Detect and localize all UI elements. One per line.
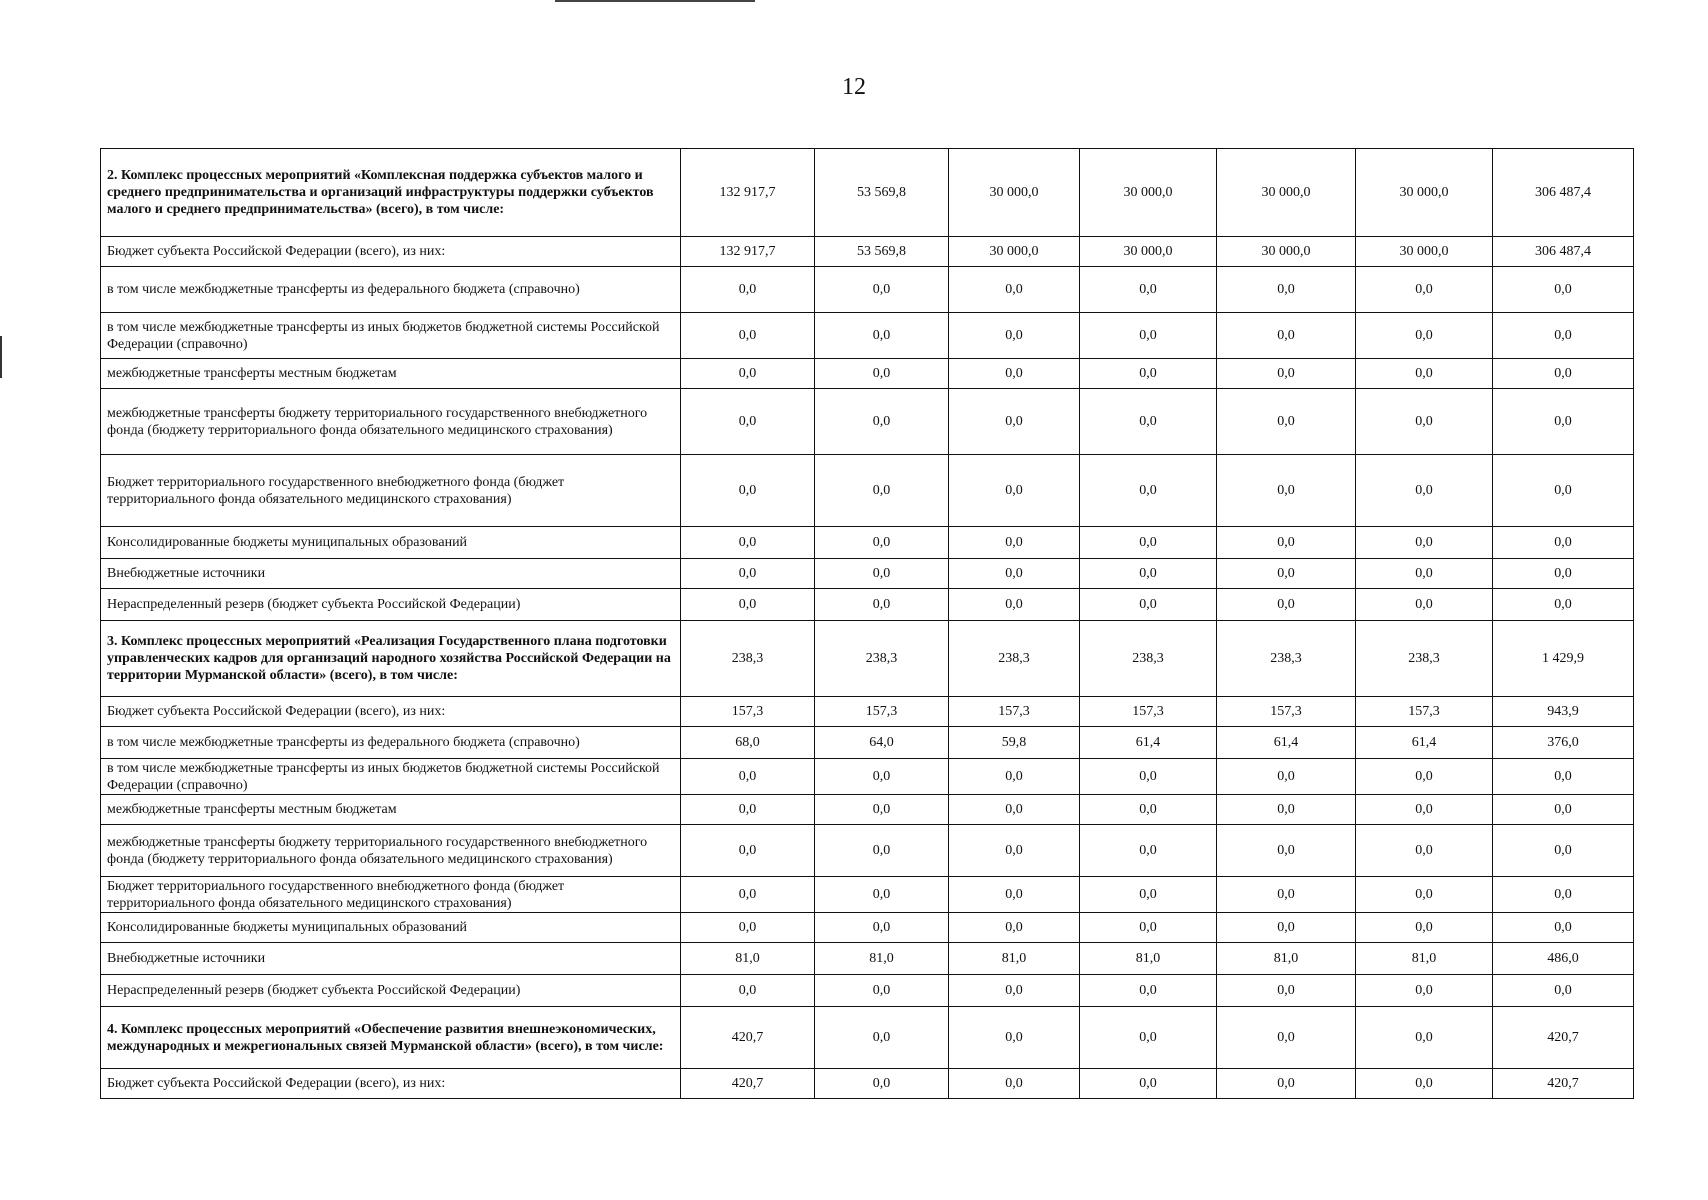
row-year-value: 238,3 [681, 621, 815, 697]
budget-table [100, 148, 1634, 1099]
row-year-value: 0,0 [1356, 825, 1493, 877]
row-year-value: 157,3 [1217, 697, 1356, 727]
row-year-value: 0,0 [1080, 975, 1217, 1007]
row-year-value: 0,0 [1080, 795, 1217, 825]
row-year-value: 0,0 [815, 559, 949, 589]
row-label: межбюджетные трансферты бюджету территориального государственного внебюджетного фонда (бюджету территориального фонда обязательного медицинского страхования) [101, 389, 681, 455]
table-row [101, 759, 1634, 795]
row-year-value: 0,0 [1080, 455, 1217, 527]
row-year-value: 0,0 [1356, 313, 1493, 359]
table-row [101, 913, 1634, 943]
row-total-value: 0,0 [1493, 975, 1634, 1007]
row-year-value: 30 000,0 [1356, 237, 1493, 267]
row-year-value: 0,0 [1080, 559, 1217, 589]
row-year-value: 0,0 [815, 825, 949, 877]
row-year-value: 0,0 [815, 759, 949, 795]
row-year-value: 0,0 [1217, 589, 1356, 621]
row-label: Бюджет субъекта Российской Федерации (всего), из них: [101, 697, 681, 727]
row-year-value: 0,0 [1217, 267, 1356, 313]
row-year-value: 0,0 [1356, 267, 1493, 313]
row-year-value: 0,0 [1080, 527, 1217, 559]
row-label: Бюджет субъекта Российской Федерации (всего), из них: [101, 237, 681, 267]
row-year-value: 0,0 [949, 913, 1080, 943]
row-total-value: 306 487,4 [1493, 149, 1634, 237]
row-label: Внебюджетные источники [101, 559, 681, 589]
row-year-value: 81,0 [1217, 943, 1356, 975]
table-row [101, 697, 1634, 727]
row-year-value: 0,0 [681, 527, 815, 559]
row-total-value: 420,7 [1493, 1007, 1634, 1069]
row-year-value: 420,7 [681, 1069, 815, 1099]
table-row [101, 589, 1634, 621]
row-total-value: 0,0 [1493, 559, 1634, 589]
row-year-value: 0,0 [1356, 913, 1493, 943]
table-row [101, 727, 1634, 759]
row-year-value: 0,0 [949, 389, 1080, 455]
row-label: межбюджетные трансферты бюджету территориального государственного внебюджетного фонда (бюджету территориального фонда обязательного медицинского страхования) [101, 825, 681, 877]
row-year-value: 30 000,0 [949, 149, 1080, 237]
row-year-value: 0,0 [949, 877, 1080, 913]
row-year-value: 238,3 [1356, 621, 1493, 697]
row-year-value: 0,0 [681, 359, 815, 389]
row-year-value: 0,0 [815, 455, 949, 527]
row-year-value: 30 000,0 [1217, 237, 1356, 267]
row-label: Консолидированные бюджеты муниципальных образований [101, 913, 681, 943]
row-year-value: 0,0 [1356, 455, 1493, 527]
row-year-value: 0,0 [1356, 1069, 1493, 1099]
row-year-value: 81,0 [815, 943, 949, 975]
row-year-value: 420,7 [681, 1007, 815, 1069]
row-year-value: 30 000,0 [1217, 149, 1356, 237]
row-total-value: 0,0 [1493, 267, 1634, 313]
row-year-value: 0,0 [681, 825, 815, 877]
row-year-value: 0,0 [1356, 795, 1493, 825]
row-year-value: 0,0 [1217, 759, 1356, 795]
row-year-value: 0,0 [815, 527, 949, 559]
row-label: межбюджетные трансферты местным бюджетам [101, 359, 681, 389]
row-year-value: 132 917,7 [681, 237, 815, 267]
row-year-value: 0,0 [1080, 1007, 1217, 1069]
row-year-value: 0,0 [949, 795, 1080, 825]
row-year-value: 61,4 [1356, 727, 1493, 759]
row-year-value: 0,0 [1080, 267, 1217, 313]
row-year-value: 0,0 [681, 313, 815, 359]
row-year-value: 0,0 [681, 589, 815, 621]
row-total-value: 0,0 [1493, 877, 1634, 913]
row-year-value: 0,0 [1217, 389, 1356, 455]
row-total-value: 0,0 [1493, 389, 1634, 455]
row-year-value: 0,0 [1356, 877, 1493, 913]
table-row [101, 389, 1634, 455]
page-number: 12 [842, 74, 866, 100]
row-year-value: 0,0 [1217, 1007, 1356, 1069]
row-year-value: 0,0 [1356, 389, 1493, 455]
row-label: Бюджет территориального государственного внебюджетного фонда (бюджет территориального фонда обязательного медицинского страхования) [101, 455, 681, 527]
row-year-value: 0,0 [681, 559, 815, 589]
row-year-value: 0,0 [949, 313, 1080, 359]
row-year-value: 0,0 [949, 1007, 1080, 1069]
row-year-value: 0,0 [1217, 359, 1356, 389]
row-year-value: 81,0 [1080, 943, 1217, 975]
row-year-value: 0,0 [681, 759, 815, 795]
section-row [101, 621, 1634, 697]
row-total-value: 0,0 [1493, 913, 1634, 943]
row-year-value: 30 000,0 [1080, 237, 1217, 267]
row-year-value: 238,3 [1217, 621, 1356, 697]
row-year-value: 0,0 [1080, 589, 1217, 621]
row-year-value: 0,0 [1356, 527, 1493, 559]
row-total-value: 0,0 [1493, 455, 1634, 527]
row-year-value: 0,0 [1217, 795, 1356, 825]
section-row [101, 149, 1634, 237]
row-label: в том числе межбюджетные трансферты из федерального бюджета (справочно) [101, 727, 681, 759]
row-year-value: 30 000,0 [1356, 149, 1493, 237]
row-year-value: 0,0 [949, 267, 1080, 313]
row-year-value: 81,0 [1356, 943, 1493, 975]
row-year-value: 0,0 [1217, 877, 1356, 913]
row-year-value: 68,0 [681, 727, 815, 759]
row-year-value: 0,0 [1217, 913, 1356, 943]
row-total-value: 0,0 [1493, 589, 1634, 621]
row-year-value: 0,0 [1217, 527, 1356, 559]
row-total-value: 0,0 [1493, 313, 1634, 359]
row-year-value: 0,0 [815, 267, 949, 313]
row-year-value: 0,0 [815, 795, 949, 825]
row-year-value: 0,0 [949, 559, 1080, 589]
row-year-value: 0,0 [1217, 455, 1356, 527]
row-total-value: 376,0 [1493, 727, 1634, 759]
row-total-value: 1 429,9 [1493, 621, 1634, 697]
row-year-value: 0,0 [1356, 1007, 1493, 1069]
row-year-value: 61,4 [1080, 727, 1217, 759]
row-year-value: 0,0 [1217, 1069, 1356, 1099]
row-year-value: 81,0 [681, 943, 815, 975]
row-year-value: 0,0 [1080, 313, 1217, 359]
row-year-value: 0,0 [1080, 759, 1217, 795]
table-row [101, 527, 1634, 559]
row-year-value: 0,0 [1217, 559, 1356, 589]
row-year-value: 0,0 [1080, 389, 1217, 455]
table-row [101, 975, 1634, 1007]
row-year-value: 0,0 [949, 589, 1080, 621]
table-row [101, 455, 1634, 527]
row-year-value: 0,0 [949, 527, 1080, 559]
row-year-value: 0,0 [1356, 359, 1493, 389]
row-year-value: 238,3 [815, 621, 949, 697]
row-label: Консолидированные бюджеты муниципальных образований [101, 527, 681, 559]
row-year-value: 59,8 [949, 727, 1080, 759]
row-year-value: 0,0 [1356, 589, 1493, 621]
row-year-value: 81,0 [949, 943, 1080, 975]
table-row [101, 825, 1634, 877]
table-row [101, 795, 1634, 825]
row-year-value: 0,0 [949, 1069, 1080, 1099]
row-year-value: 0,0 [1356, 975, 1493, 1007]
row-label: Нераспределенный резерв (бюджет субъекта Российской Федерации) [101, 589, 681, 621]
table-row [101, 1069, 1634, 1099]
scan-margin-mark [0, 336, 2, 378]
row-year-value: 0,0 [949, 975, 1080, 1007]
row-total-value: 486,0 [1493, 943, 1634, 975]
row-label: 3. Комплекс процессных мероприятий «Реализация Государственного плана подготовки управленческих кадров для организаций народного хозяйства Российской Федерации на территории Мурманской области» (всего), в том числе: [101, 621, 681, 697]
row-year-value: 0,0 [1080, 1069, 1217, 1099]
row-year-value: 0,0 [949, 759, 1080, 795]
row-year-value: 0,0 [949, 825, 1080, 877]
row-year-value: 0,0 [815, 359, 949, 389]
row-year-value: 0,0 [1217, 825, 1356, 877]
row-year-value: 238,3 [1080, 621, 1217, 697]
row-year-value: 0,0 [1217, 313, 1356, 359]
row-label: в том числе межбюджетные трансферты из иных бюджетов бюджетной системы Российской Федерации (справочно) [101, 759, 681, 795]
row-label: в том числе межбюджетные трансферты из федерального бюджета (справочно) [101, 267, 681, 313]
row-year-value: 0,0 [681, 267, 815, 313]
budget-table-body [101, 149, 1634, 1099]
row-year-value: 0,0 [1080, 825, 1217, 877]
table-row [101, 359, 1634, 389]
budget-table-container [100, 148, 1634, 1099]
row-year-value: 30 000,0 [1080, 149, 1217, 237]
row-total-value: 0,0 [1493, 759, 1634, 795]
table-row [101, 313, 1634, 359]
row-year-value: 157,3 [1080, 697, 1217, 727]
row-total-value: 943,9 [1493, 697, 1634, 727]
row-label: межбюджетные трансферты местным бюджетам [101, 795, 681, 825]
row-year-value: 0,0 [815, 389, 949, 455]
row-year-value: 64,0 [815, 727, 949, 759]
row-year-value: 157,3 [815, 697, 949, 727]
row-total-value: 0,0 [1493, 527, 1634, 559]
row-total-value: 306 487,4 [1493, 237, 1634, 267]
row-total-value: 0,0 [1493, 795, 1634, 825]
table-row [101, 943, 1634, 975]
row-year-value: 0,0 [681, 877, 815, 913]
row-total-value: 0,0 [1493, 825, 1634, 877]
row-year-value: 0,0 [1080, 913, 1217, 943]
row-year-value: 238,3 [949, 621, 1080, 697]
row-year-value: 53 569,8 [815, 149, 949, 237]
row-year-value: 0,0 [949, 359, 1080, 389]
row-year-value: 0,0 [1356, 759, 1493, 795]
row-year-value: 0,0 [815, 877, 949, 913]
row-label: Бюджет субъекта Российской Федерации (всего), из них: [101, 1069, 681, 1099]
row-year-value: 0,0 [815, 313, 949, 359]
row-year-value: 0,0 [815, 913, 949, 943]
row-year-value: 157,3 [1356, 697, 1493, 727]
row-year-value: 0,0 [681, 975, 815, 1007]
row-year-value: 53 569,8 [815, 237, 949, 267]
row-year-value: 0,0 [681, 795, 815, 825]
row-year-value: 132 917,7 [681, 149, 815, 237]
row-year-value: 0,0 [1080, 877, 1217, 913]
row-year-value: 0,0 [1356, 559, 1493, 589]
row-year-value: 0,0 [681, 455, 815, 527]
row-label: Нераспределенный резерв (бюджет субъекта Российской Федерации) [101, 975, 681, 1007]
row-year-value: 0,0 [681, 913, 815, 943]
row-year-value: 0,0 [815, 975, 949, 1007]
section-row [101, 1007, 1634, 1069]
row-year-value: 0,0 [1217, 975, 1356, 1007]
row-year-value: 0,0 [1080, 359, 1217, 389]
row-year-value: 61,4 [1217, 727, 1356, 759]
row-label: 2. Комплекс процессных мероприятий «Комплексная поддержка субъектов малого и среднего предпринимательства и организаций инфраструктуры поддержки субъектов малого и среднего предпринимательства» (всего), в том числе: [101, 149, 681, 237]
row-label: 4. Комплекс процессных мероприятий «Обеспечение развития внешнеэкономических, международных и межрегиональных связей Мурманской области» (всего), в том числе: [101, 1007, 681, 1069]
table-row [101, 559, 1634, 589]
row-year-value: 30 000,0 [949, 237, 1080, 267]
table-row [101, 877, 1634, 913]
row-year-value: 0,0 [815, 1069, 949, 1099]
row-label: Внебюджетные источники [101, 943, 681, 975]
row-year-value: 0,0 [815, 1007, 949, 1069]
row-label: Бюджет территориального государственного внебюджетного фонда (бюджет территориального фонда обязательного медицинского страхования) [101, 877, 681, 913]
row-total-value: 420,7 [1493, 1069, 1634, 1099]
row-label: в том числе межбюджетные трансферты из иных бюджетов бюджетной системы Российской Федерации (справочно) [101, 313, 681, 359]
row-year-value: 157,3 [681, 697, 815, 727]
row-year-value: 0,0 [681, 389, 815, 455]
table-row [101, 267, 1634, 313]
table-row [101, 237, 1634, 267]
row-year-value: 0,0 [815, 589, 949, 621]
row-year-value: 157,3 [949, 697, 1080, 727]
row-year-value: 0,0 [949, 455, 1080, 527]
row-total-value: 0,0 [1493, 359, 1634, 389]
top-rule [555, 0, 755, 2]
